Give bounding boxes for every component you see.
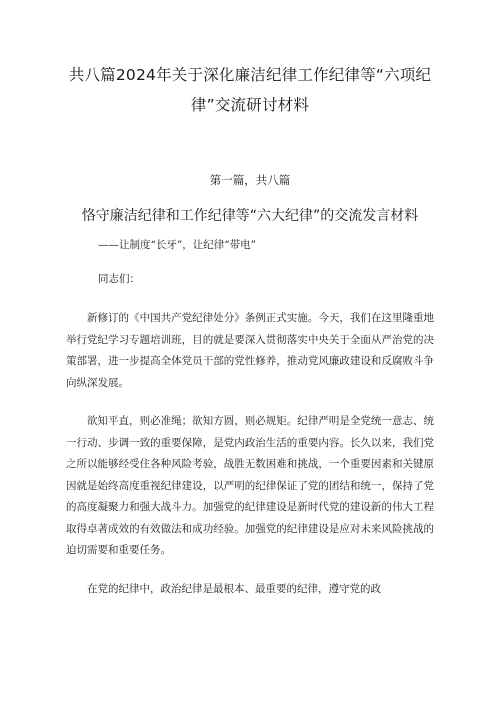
article-title: 恪守廉洁纪律和工作纪律等“六大纪律”的交流发言材料 — [81, 208, 419, 224]
paragraph-2: 欲知平直，则必准绳；欲知方圆，则必规矩。纪律严明是全党统一意志、统一行动、步调一致的重要保障，是党内政治生活的重要内容。长久以来，我们党之所以能够经受住各种风险考验，战胜无数困难和挑战，一个重要因素和关键原因就是始终高度重视纪律建设，以严明的纪律保证了党的团结和统一，保持了党的高度凝聚力和强大战斗力。加强党的纪律建设是新时代党的建设新的伟大工程取得卓著成效的有效做法和成功经验。加强党的纪律建设是应对未来风险挑战的迫切需要和重要任务。 — [66, 415, 434, 556]
part-heading: 第一篇，共八篇 — [209, 173, 291, 187]
greeting: 同志们： — [98, 273, 140, 285]
paragraph-3: 在党的纪律中，政治纪律是最根本、最重要的纪律，遵守党的政 — [87, 582, 381, 595]
article-subtitle: ——让制度“长牙”，让纪律“带电” — [98, 239, 256, 251]
paragraph-1: 新修订的《中国共产党纪律处分》条例正式实施。今天，我们在这里隆重地举行党纪学习专题培训班，目的就是要深入贯彻落实中央关于全面从严治党的决策部署，进一步提高全体党员干部的党性修养，推动党风廉政建设和反腐败斗争向纵深发展。 — [66, 312, 434, 389]
document-title: 共八篇2024年关于深化廉洁纪律工作纪律等“六项纪律”交流研讨材料 — [68, 66, 432, 114]
